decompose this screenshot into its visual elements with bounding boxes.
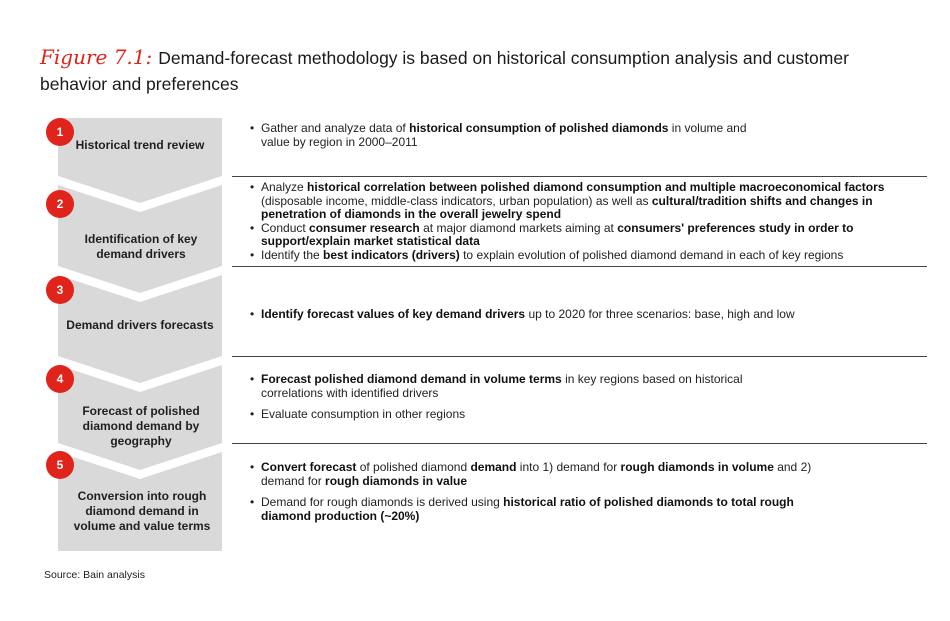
figure-title-text: Demand-forecast methodology is based on historical consumption analysis and customer behavior and preferences [40,48,849,94]
chevron-1 [58,118,222,203]
bullet-item [248,373,768,400]
bullet-text: demand [470,460,517,474]
bullet-item [248,249,888,263]
bullet-item [248,222,888,249]
bullet-text: consumers' preferences study in order to support/explain market statistical data [261,220,854,248]
step-bullets [248,181,888,262]
bullet-text: in key regions based on historical correlations with identified drivers [261,372,743,400]
bullet-text: best indicators (drivers) [323,247,460,262]
bullet-text: (disposable income, middle-class indicators, urban population) as well as [261,193,652,208]
bullet-text: Conduct [261,220,310,235]
bullet-text: of polished diamond [356,460,471,474]
bullet-text: rough diamonds in value [325,473,468,488]
step-title: Historical trend review [75,138,205,152]
bullet-text: cultural/tradition shifts and changes in penetration of diamonds in the overall jewelry spend [261,193,873,221]
bullet-text: Gather and analyze data of [261,121,410,135]
bullet-item [248,496,818,523]
source-note: Source: Bain analysis [44,569,145,581]
bullet-text: Analyze [261,180,308,194]
bullet-text: Identify the [261,247,324,262]
divider [232,266,927,267]
divider [232,176,927,177]
bullet-text: historical correlation between polished diamond consumption and multiple macroeconomical factors [307,180,885,194]
step-title: Identification of key demand drivers [84,232,198,261]
bullet-text: Convert forecast [261,460,357,474]
bullet-item [248,408,768,422]
bullet-text: rough diamonds in volume [620,460,774,474]
bullet-item [248,308,918,322]
bullet-text: Identify forecast values of key demand drivers [261,307,526,321]
bullet-text: in volume and value by region in 2000–2011 [261,121,747,149]
bullet-text: up to 2020 for three scenarios: base, high and low [525,307,795,321]
step-number-badge: 1 [46,118,74,146]
bullet-text: historical consumption of polished diamonds [409,121,669,135]
bullet-text: Evaluate consumption in other regions [261,407,466,421]
bullet-item [248,461,818,488]
bullet-text: Forecast polished diamond demand in volume terms [261,372,562,386]
bullet-text: historical ratio of polished diamonds to total rough diamond production (~20%) [261,495,794,523]
bullet-text: and 2) demand for [261,460,812,488]
bullet-text: into 1) demand for [516,460,621,474]
step-number-badge: 4 [46,365,74,393]
bullet-item [248,181,888,222]
step-title: Forecast of polished diamond demand by geography [82,404,200,448]
step-bullets [248,308,918,322]
step-bullets [248,122,748,149]
figure-label: Figure 7.1: [40,45,153,69]
bullet-text: at major diamond markets aiming at [419,220,618,235]
bullet-item [248,122,748,149]
bullet-text: Demand for rough diamonds is derived using [261,495,504,509]
divider [232,443,927,444]
step-number-badge: 5 [46,451,74,479]
step-title: Conversion into rough diamond demand in volume and value terms [73,489,211,533]
step-title: Demand drivers forecasts [66,318,214,332]
divider [232,356,927,357]
step-bullets [248,461,818,523]
step-number-badge: 3 [46,276,74,304]
step-bullets [248,373,768,422]
bullet-text: to explain evolution of polished diamond demand in each of key regions [459,247,844,262]
bullet-text: consumer research [309,220,420,235]
step-number-badge: 2 [46,190,74,218]
